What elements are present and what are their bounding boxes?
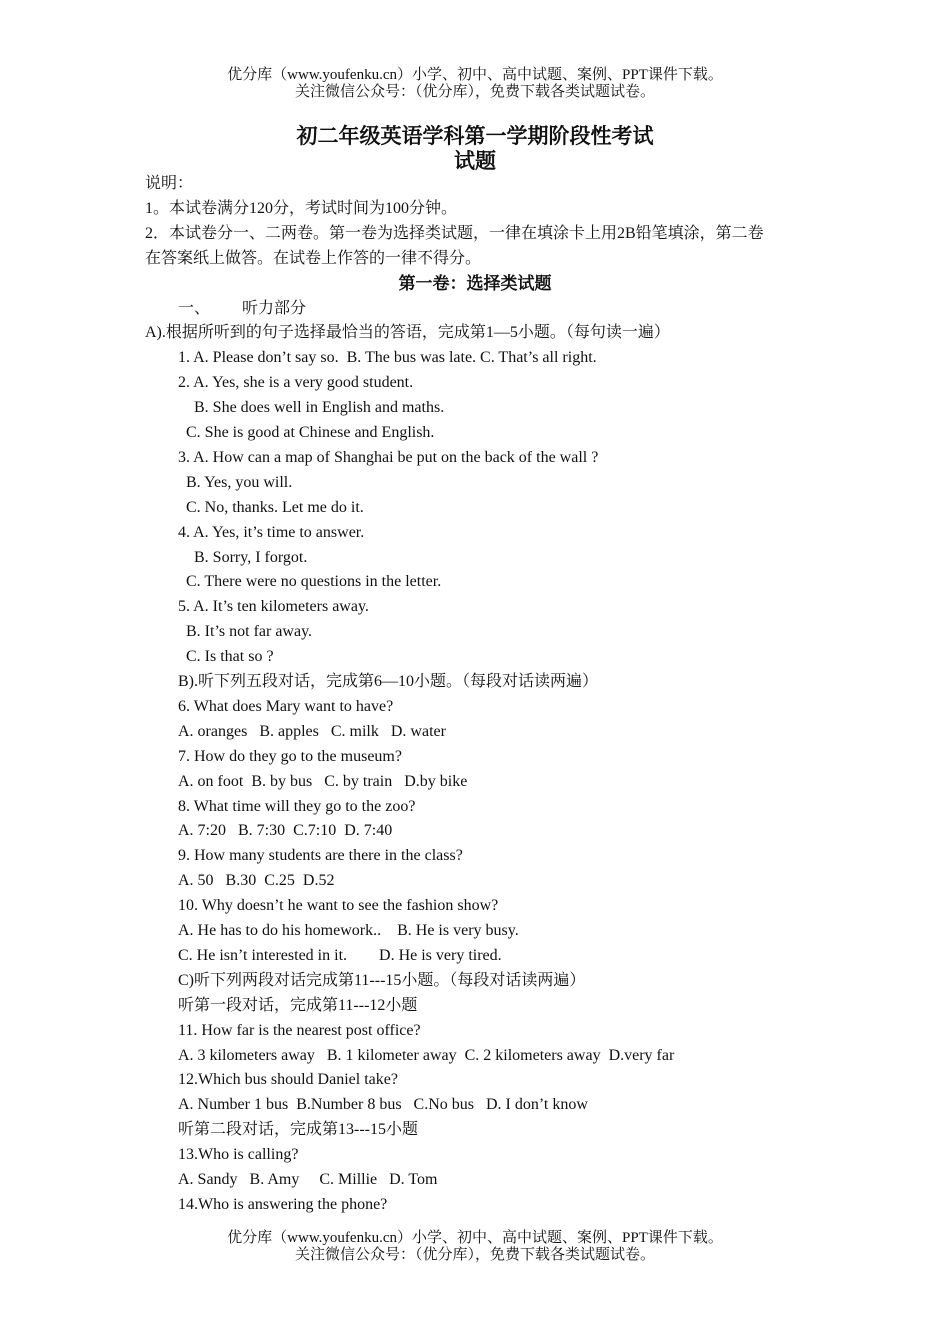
text-line: A. on foot B. by bus C. by train D.by bike	[178, 772, 468, 790]
text-line: 听第一段对话，完成第11---12小题	[178, 996, 418, 1014]
text-line: 说明：	[145, 175, 194, 192]
text-line: B. Sorry, I forgot.	[194, 548, 308, 566]
section-heading: 第一卷：选择类试题	[398, 273, 552, 293]
text-line: 4. A. Yes, it’s time to answer.	[178, 523, 365, 541]
text-line: B. She does well in English and maths.	[194, 399, 445, 417]
text-line: 12.Which bus should Daniel take?	[178, 1071, 398, 1089]
header-line-1: 优分库（www.youfenku.cn）小学、初中、高中试题、案例、PPT课件下载。	[227, 67, 723, 83]
text-line: 7. How do they go to the museum?	[178, 747, 402, 765]
footer-line-1: 优分库（www.youfenku.cn）小学、初中、高中试题、案例、PPT课件下载。	[227, 1230, 723, 1246]
title-line-1: 初二年级英语学科第一学期阶段性考试	[296, 124, 654, 148]
header-line-2: 关注微信公众号：（优分库），免费下载各类试题试卷。	[294, 84, 655, 100]
text-line: 在答案纸上做答。在试卷上作答的一律不得分。	[145, 249, 482, 267]
text-line: A. He has to do his homework.. B. He is very busy.	[178, 922, 519, 939]
text-line: 8. What time will they go to the zoo?	[178, 797, 416, 815]
text-line: 一、 听力部分	[178, 299, 307, 317]
text-line: 3. A. How can a map of Shanghai be put on the back of the wall ?	[178, 448, 599, 466]
text-line: C. Is that so ?	[186, 648, 274, 666]
text-line: C. She is good at Chinese and English.	[186, 424, 435, 441]
text-line: A. oranges B. apples C. milk D. water	[178, 722, 446, 740]
text-line: 2．本试卷分一、二两卷。第一卷为选择类试题，一律在填涂卡上用2B铅笔填涂，第二卷	[145, 224, 764, 242]
text-line: 2. A. Yes, she is a very good student.	[178, 374, 414, 392]
text-line: C. There were no questions in the letter.	[186, 573, 442, 591]
page-footer	[0, 1230, 950, 1264]
text-line: A. 7:20 B. 7:30 C.7:10 D. 7:40	[178, 822, 393, 840]
text-line: A. 50 B.30 C.25 D.52	[178, 872, 335, 890]
text-line: C. He isn’t interested in it. D. He is very tired.	[178, 946, 502, 964]
page-header	[0, 67, 950, 101]
text-line: B).听下列五段对话，完成第6—10小题。（每段对话读两遍）	[178, 673, 599, 690]
text-line: 6. What does Mary want to have?	[178, 697, 394, 715]
text-line: 1。本试卷满分120分，考试时间为100分钟。	[145, 199, 458, 217]
document-title	[0, 124, 950, 174]
text-line: B. Yes, you will.	[186, 473, 293, 491]
text-line: A).根据所听到的句子选择最恰当的答语，完成第1—5小题。（每句读一遍）	[145, 324, 670, 342]
text-line: A. Sandy B. Amy C. Millie D. Tom	[178, 1171, 438, 1188]
text-line: 听第二段对话，完成第13---15小题	[178, 1121, 418, 1139]
text-line: C. No, thanks. Let me do it.	[186, 498, 364, 516]
text-line: 11. How far is the nearest post office?	[178, 1021, 421, 1039]
title-line-2: 试题	[454, 149, 496, 173]
text-line: 1. A. Please don’t say so. B. The bus was late. C. That’s all right.	[178, 349, 597, 367]
text-line: C)听下列两段对话完成第11---15小题。（每段对话读两遍）	[178, 971, 586, 989]
text-line: A. Number 1 bus B.Number 8 bus C.No bus D. I don’t know	[178, 1096, 588, 1114]
text-line: 13.Who is calling?	[178, 1146, 299, 1164]
text-line: B. It’s not far away.	[186, 623, 313, 641]
footer-line-2: 关注微信公众号：（优分库），免费下载各类试题试卷。	[294, 1247, 655, 1263]
text-line: A. 3 kilometers away B. 1 kilometer away C. 2 kilometers away D.very far	[178, 1046, 675, 1064]
text-line: 14.Who is answering the phone?	[178, 1195, 388, 1213]
text-line: 9. How many students are there in the class?	[178, 847, 463, 865]
text-line: 10. Why doesn’t he want to see the fashion show?	[178, 897, 499, 915]
text-line: 5. A. It’s ten kilometers away.	[178, 598, 369, 616]
